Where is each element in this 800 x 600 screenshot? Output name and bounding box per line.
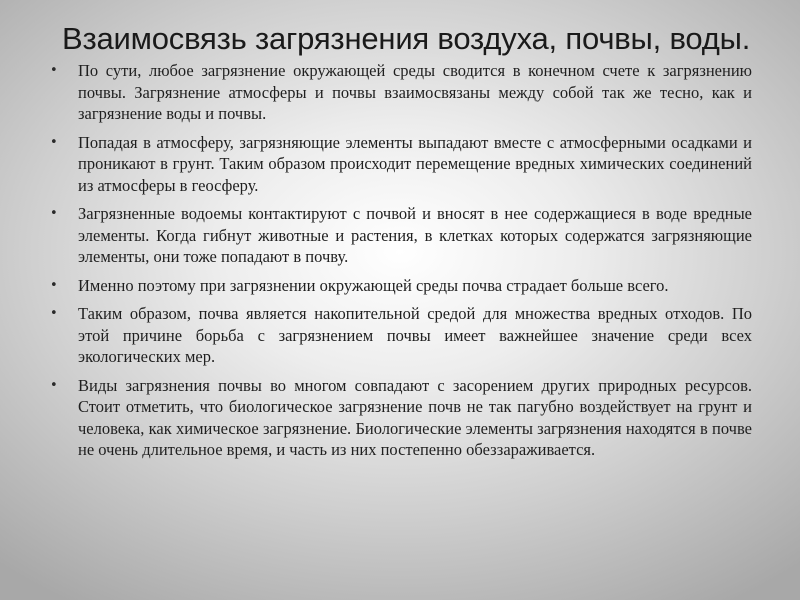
bullet-text: Загрязненные водоемы контактируют с почвой и вносят в нее содержащиеся в воде вредные элементы. Когда гибнут животные и растения, в клетках которых содержатся загрязняющие элементы, они тоже попадают в почву. — [78, 204, 752, 266]
bullet-icon: • — [50, 377, 58, 393]
bullet-text: По сути, любое загрязнение окружающей среды сводится в конечном счете к загрязнению почвы. Загрязнение атмосферы и почвы взаимосвязаны между собой так же тесно, как и загрязнение воды и почвы. — [78, 61, 752, 123]
bullet-item — [48, 132, 752, 197]
bullet-item — [48, 60, 752, 125]
bullet-icon: • — [50, 63, 58, 78]
bullet-icon: • — [50, 306, 58, 321]
bullet-text: Таким образом, почва является накопительной средой для множества вредных отходов. По этой причине борьба с загрязнением почвы имеет важнейшее значение среди всех экологических мер. — [78, 304, 752, 366]
slide-title: Взаимосвязь загрязнения воздуха, почвы, воды. — [62, 21, 751, 56]
bullet-item — [48, 303, 752, 368]
bullet-list — [48, 60, 752, 468]
bullet-item — [48, 275, 752, 297]
bullet-icon: • — [50, 277, 58, 293]
bullet-item — [48, 375, 752, 461]
bullet-text: Попадая в атмосферу, загрязняющие элементы выпадают вместе с атмосферными осадками и проникают в грунт. Таким образом происходит перемещение вредных химических соединений из атмосферы в геосферу. — [78, 132, 752, 195]
bullet-icon: • — [50, 206, 58, 221]
bullet-item — [48, 203, 752, 268]
bullet-icon: • — [50, 134, 58, 150]
bullet-text: Именно поэтому при загрязнении окружающей среды почва страдает больше всего. — [78, 275, 669, 295]
bullet-text: Виды загрязнения почвы во многом совпадают с засорением других природных ресурсов. Стоит отметить, что биологическое загрязнение почв не так пагубно воздействует на грунт и человека, как химическое загрязнение. Биологические элементы загрязнения находятся в почве не очень длительное время, и часть из них постепенно обеззараживается. — [78, 375, 752, 459]
